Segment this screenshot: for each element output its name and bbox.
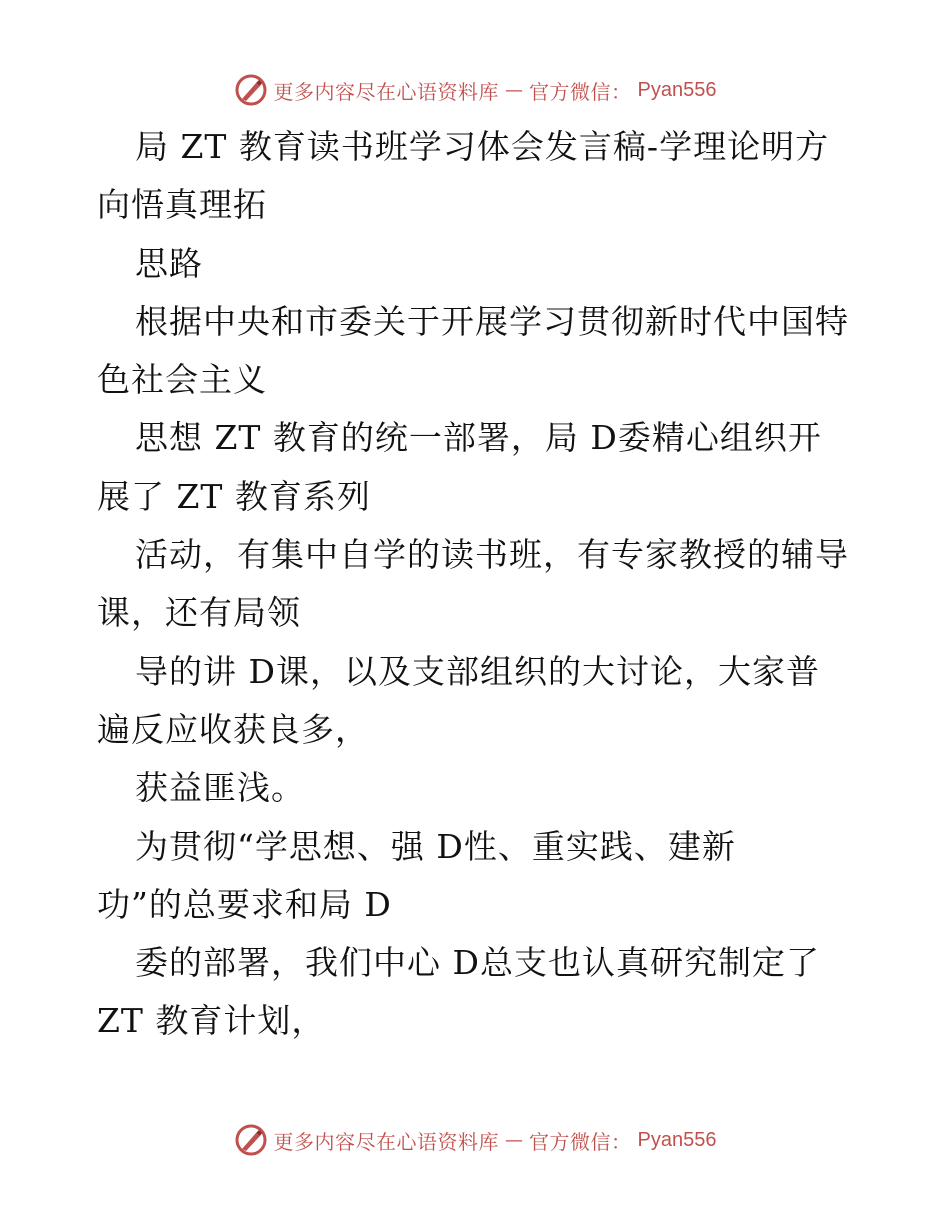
text-line: 色社会主义 [97,360,267,400]
text-line: 活动，有集中自学的读书班，有专家教授的辅导 [135,535,849,575]
watermark-account-id: Pyan556 [637,78,717,101]
watermark-account-id: Pyan556 [637,1128,717,1151]
text-line: 委的部署，我们中心 D总支也认真研究制定了 [135,943,820,983]
text-line: 局 ZT 教育读书班学习体会发言稿-学理论明方 [135,127,830,166]
text-line: 遍反应收获良多， [97,709,369,749]
text-line: 向悟真理拓 [97,185,267,225]
watermark-secondary-text: 官方微信： [529,1129,632,1154]
header-watermark [0,70,950,110]
text-line: 获益匪浅。 [135,768,305,808]
pen-logo-icon [234,1123,268,1157]
text-line: 为贯彻“学思想、强 D性、重实践、建新 [135,826,736,866]
text-line: 思路 [135,243,203,283]
pen-logo-icon [234,73,268,107]
text-line: 导的讲 D课，以及支部组织的大讨论，大家普 [135,651,820,691]
text-line: ZT 教育计划， [97,1001,326,1041]
text-line: 功”的总要求和局 D [97,884,392,924]
text-line: 思想 ZT 教育的统一部署，局 D委精心组织开 [135,418,822,458]
text-line: 根据中央和市委关于开展学习贯彻新时代中国特 [135,301,849,341]
text-line: 课，还有局领 [97,593,301,633]
document-body [97,118,867,1051]
watermark-separator: — [505,1129,524,1151]
watermark-secondary-text: 官方微信： [529,79,632,104]
text-line: 展了 ZT 教育系列 [97,476,371,516]
watermark-main-text: 更多内容尽在心语资料库 [273,79,500,104]
watermark-main-text: 更多内容尽在心语资料库 [273,1129,500,1154]
watermark-separator: — [505,79,524,101]
footer-watermark [0,1120,950,1160]
